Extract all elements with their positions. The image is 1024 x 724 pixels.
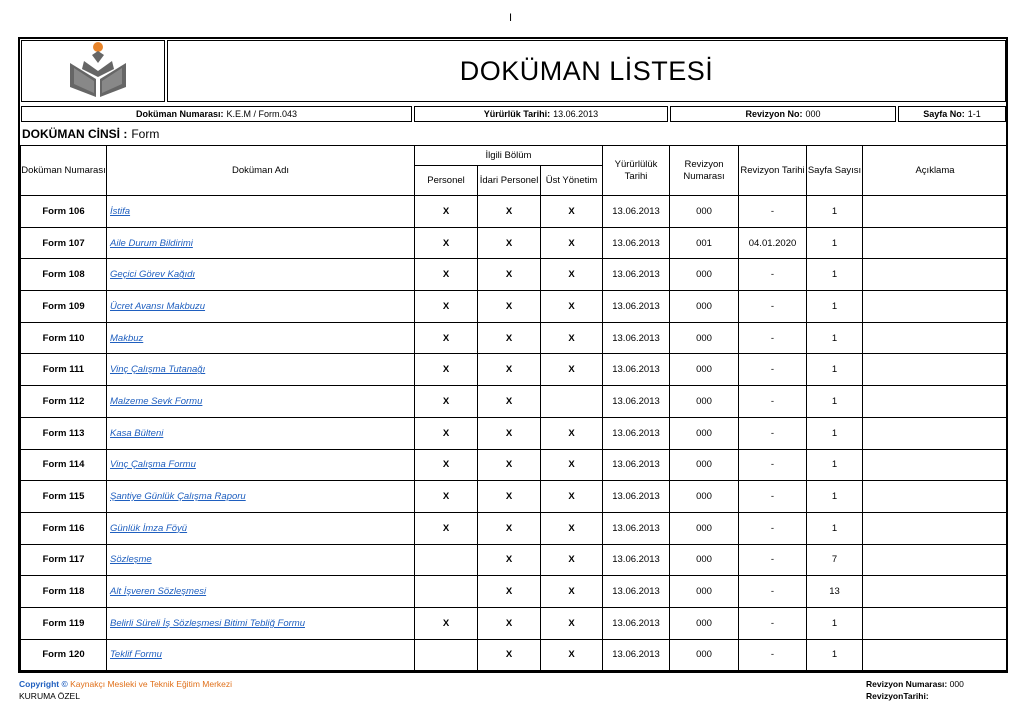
table-row	[21, 417, 1008, 449]
header-department-group: İlgili Bölüm	[415, 146, 603, 166]
row-page-count: 1	[807, 322, 863, 354]
row-doc-number: Form 118	[21, 576, 107, 608]
row-effective-date: 13.06.2013	[603, 639, 670, 671]
row-effective-date: 13.06.2013	[603, 291, 670, 323]
row-revision-number: 000	[670, 291, 739, 323]
row-doc-name	[107, 607, 415, 639]
header-effective-date: Yürürlülük Tarihi	[603, 146, 670, 196]
row-revision-number: 001	[670, 227, 739, 259]
row-remarks	[863, 322, 1008, 354]
institution-logo	[22, 41, 164, 101]
row-page-count: 1	[807, 512, 863, 544]
header-revision-date: Revizyon Tarihi	[739, 146, 807, 196]
row-admin-personnel: X	[478, 576, 541, 608]
logo-box	[21, 40, 165, 102]
row-admin-personnel: X	[478, 607, 541, 639]
row-revision-number: 000	[670, 607, 739, 639]
row-remarks	[863, 227, 1008, 259]
meta-page-no: Sayfa No: 1-1	[898, 106, 1006, 122]
row-remarks	[863, 417, 1008, 449]
table-row	[21, 544, 1008, 576]
row-revision-number: 000	[670, 354, 739, 386]
row-doc-name	[107, 259, 415, 291]
document-list-table	[20, 145, 1008, 671]
row-effective-date: 13.06.2013	[603, 386, 670, 418]
row-revision-number: 000	[670, 322, 739, 354]
footer-organization: Kaynakçı Mesleki ve Teknik Eğitim Merkezi	[70, 679, 233, 689]
row-effective-date: 13.06.2013	[603, 607, 670, 639]
header-remarks: Açıklama	[863, 146, 1008, 196]
row-revision-date: -	[739, 481, 807, 513]
meta-effective-date: Yürürlük Tarihi: 13.06.2013	[414, 106, 668, 122]
header-doc-number: Doküman Numarası	[21, 146, 107, 196]
row-effective-date: 13.06.2013	[603, 449, 670, 481]
row-top-management: X	[541, 449, 603, 481]
row-revision-number: 000	[670, 386, 739, 418]
row-page-count: 13	[807, 576, 863, 608]
row-revision-number: 000	[670, 576, 739, 608]
row-remarks	[863, 512, 1008, 544]
row-revision-number: 000	[670, 449, 739, 481]
row-revision-number: 000	[670, 417, 739, 449]
row-effective-date: 13.06.2013	[603, 227, 670, 259]
doc-link[interactable]: Vinç Çalışma Formu	[110, 459, 196, 471]
row-page-count: 1	[807, 417, 863, 449]
row-admin-personnel: X	[478, 386, 541, 418]
footer-revision-number: Revizyon Numarası: 000	[866, 679, 964, 689]
row-doc-number: Form 116	[21, 512, 107, 544]
row-effective-date: 13.06.2013	[603, 576, 670, 608]
row-admin-personnel: X	[478, 227, 541, 259]
row-doc-number: Form 113	[21, 417, 107, 449]
row-doc-name	[107, 417, 415, 449]
row-doc-number: Form 107	[21, 227, 107, 259]
doc-link[interactable]: Makbuz	[110, 332, 144, 344]
row-doc-name	[107, 449, 415, 481]
table-row	[21, 607, 1008, 639]
row-revision-date: -	[739, 354, 807, 386]
row-remarks	[863, 639, 1008, 671]
row-effective-date: 13.06.2013	[603, 417, 670, 449]
row-revision-date: -	[739, 544, 807, 576]
row-remarks	[863, 196, 1008, 228]
footer-classification: KURUMA ÖZEL	[19, 691, 80, 701]
document-type	[22, 127, 159, 141]
row-page-count: 1	[807, 639, 863, 671]
row-admin-personnel: X	[478, 417, 541, 449]
row-doc-number: Form 117	[21, 544, 107, 576]
row-revision-date: -	[739, 259, 807, 291]
doc-link[interactable]: Kasa Bülteni	[110, 427, 164, 439]
row-top-management: X	[541, 196, 603, 228]
row-doc-number: Form 106	[21, 196, 107, 228]
row-doc-number: Form 108	[21, 259, 107, 291]
row-personnel: X	[415, 449, 478, 481]
doc-link[interactable]: Malzeme Sevk Formu	[110, 395, 203, 407]
row-page-count: 1	[807, 607, 863, 639]
row-doc-number: Form 110	[21, 322, 107, 354]
header-top-management: Üst Yönetim	[541, 166, 603, 196]
row-page-count: 1	[807, 259, 863, 291]
row-doc-number: Form 119	[21, 607, 107, 639]
row-personnel: X	[415, 259, 478, 291]
row-revision-number: 000	[670, 196, 739, 228]
row-top-management: X	[541, 227, 603, 259]
row-doc-number: Form 115	[21, 481, 107, 513]
header-admin-personnel: İdari Personel	[478, 166, 541, 196]
row-revision-number: 000	[670, 544, 739, 576]
row-personnel: X	[415, 607, 478, 639]
row-personnel: X	[415, 196, 478, 228]
row-remarks	[863, 544, 1008, 576]
table-row	[21, 354, 1008, 386]
row-admin-personnel: X	[478, 259, 541, 291]
row-top-management: X	[541, 481, 603, 513]
table-row	[21, 449, 1008, 481]
row-remarks	[863, 354, 1008, 386]
row-doc-number: Form 114	[21, 449, 107, 481]
header-personnel: Personel	[415, 166, 478, 196]
doc-link[interactable]: Alt İşveren Sözleşmesi	[110, 586, 207, 598]
row-revision-date: -	[739, 417, 807, 449]
row-remarks	[863, 259, 1008, 291]
table-body	[21, 196, 1008, 671]
doc-link[interactable]: Aile Durum Bildirimi	[110, 237, 193, 249]
row-doc-number: Form 120	[21, 639, 107, 671]
header-doc-name: Doküman Adı	[107, 146, 415, 196]
row-personnel	[415, 639, 478, 671]
table-row	[21, 291, 1008, 323]
row-revision-date: -	[739, 607, 807, 639]
row-remarks	[863, 481, 1008, 513]
table-row	[21, 322, 1008, 354]
row-doc-name	[107, 512, 415, 544]
row-effective-date: 13.06.2013	[603, 512, 670, 544]
row-doc-name	[107, 322, 415, 354]
row-top-management: X	[541, 354, 603, 386]
header-page-count: Sayfa Sayısı	[807, 146, 863, 196]
row-revision-number: 000	[670, 639, 739, 671]
page-marker: I	[509, 12, 513, 24]
row-revision-date: -	[739, 322, 807, 354]
row-personnel: X	[415, 227, 478, 259]
row-doc-name	[107, 576, 415, 608]
table-row	[21, 512, 1008, 544]
row-doc-name	[107, 354, 415, 386]
row-top-management: X	[541, 607, 603, 639]
row-doc-number: Form 111	[21, 354, 107, 386]
row-remarks	[863, 607, 1008, 639]
doc-link[interactable]: Günlük İmza Föyü	[110, 522, 188, 534]
row-personnel	[415, 576, 478, 608]
row-admin-personnel: X	[478, 291, 541, 323]
row-page-count: 1	[807, 291, 863, 323]
document-type-label: DOKÜMAN CİNSİ :	[22, 127, 128, 141]
row-page-count: 1	[807, 481, 863, 513]
row-effective-date: 13.06.2013	[603, 481, 670, 513]
table-row	[21, 481, 1008, 513]
row-top-management: X	[541, 576, 603, 608]
row-page-count: 1	[807, 386, 863, 418]
row-doc-number: Form 112	[21, 386, 107, 418]
doc-link[interactable]: Vinç Çalışma Tutanağı	[110, 364, 206, 376]
row-effective-date: 13.06.2013	[603, 259, 670, 291]
doc-link[interactable]: Teklif Formu	[110, 649, 162, 661]
row-top-management	[541, 386, 603, 418]
row-page-count: 1	[807, 196, 863, 228]
table-row	[21, 227, 1008, 259]
row-revision-date: -	[739, 291, 807, 323]
row-doc-number: Form 109	[21, 291, 107, 323]
row-admin-personnel: X	[478, 512, 541, 544]
header-revision-number: Revizyon Numarası	[670, 146, 739, 196]
row-remarks	[863, 386, 1008, 418]
doc-link[interactable]: Belirli Süreli İş Sözleşmesi Bitimi Tebliğ Formu	[110, 617, 305, 629]
row-admin-personnel: X	[478, 544, 541, 576]
row-revision-date: -	[739, 449, 807, 481]
row-doc-name	[107, 386, 415, 418]
meta-doc-number: Doküman Numarası: K.E.M / Form.043	[21, 106, 412, 122]
row-personnel	[415, 544, 478, 576]
row-personnel: X	[415, 512, 478, 544]
document-type-value: Form	[131, 127, 160, 141]
row-top-management: X	[541, 259, 603, 291]
row-admin-personnel: X	[478, 449, 541, 481]
row-doc-name	[107, 196, 415, 228]
row-revision-number: 000	[670, 512, 739, 544]
row-admin-personnel: X	[478, 196, 541, 228]
doc-link[interactable]: Geçici Görev Kağıdı	[110, 269, 196, 281]
row-revision-number: 000	[670, 259, 739, 291]
row-page-count: 7	[807, 544, 863, 576]
table-row	[21, 639, 1008, 671]
row-top-management: X	[541, 512, 603, 544]
row-personnel: X	[415, 291, 478, 323]
row-revision-date: 04.01.2020	[739, 227, 807, 259]
row-top-management: X	[541, 544, 603, 576]
doc-link[interactable]: Ücret Avansı Makbuzu	[110, 300, 206, 312]
row-doc-name	[107, 639, 415, 671]
row-effective-date: 13.06.2013	[603, 354, 670, 386]
row-revision-date: -	[739, 386, 807, 418]
row-admin-personnel: X	[478, 481, 541, 513]
row-doc-name	[107, 544, 415, 576]
table-row	[21, 196, 1008, 228]
doc-link[interactable]: İstifa	[110, 205, 131, 217]
row-admin-personnel: X	[478, 639, 541, 671]
row-personnel: X	[415, 417, 478, 449]
row-effective-date: 13.06.2013	[603, 196, 670, 228]
row-doc-name	[107, 227, 415, 259]
row-revision-date: -	[739, 196, 807, 228]
row-remarks	[863, 291, 1008, 323]
row-doc-name	[107, 291, 415, 323]
row-top-management: X	[541, 639, 603, 671]
doc-link[interactable]: Sözleşme	[110, 554, 152, 566]
row-revision-number: 000	[670, 481, 739, 513]
row-page-count: 1	[807, 449, 863, 481]
table-row	[21, 259, 1008, 291]
row-page-count: 1	[807, 227, 863, 259]
row-effective-date: 13.06.2013	[603, 322, 670, 354]
document-header	[21, 40, 1006, 102]
row-doc-name	[107, 481, 415, 513]
row-top-management: X	[541, 417, 603, 449]
row-top-management: X	[541, 291, 603, 323]
table-row	[21, 386, 1008, 418]
footer-copyright: Copyright © Kaynakçı Mesleki ve Teknik Eğitim Merkezi	[19, 679, 233, 689]
footer-revision-date: RevizyonTarihi:	[866, 691, 929, 701]
row-revision-date: -	[739, 639, 807, 671]
doc-link[interactable]: Şantiye Günlük Çalışma Raporu	[110, 491, 246, 503]
row-revision-date: -	[739, 576, 807, 608]
row-remarks	[863, 449, 1008, 481]
row-admin-personnel: X	[478, 354, 541, 386]
row-effective-date: 13.06.2013	[603, 544, 670, 576]
row-top-management: X	[541, 322, 603, 354]
row-admin-personnel: X	[478, 322, 541, 354]
page-title: DOKÜMAN LİSTESİ	[167, 40, 1006, 102]
row-personnel: X	[415, 386, 478, 418]
row-remarks	[863, 576, 1008, 608]
meta-revision-no: Revizyon No: 000	[670, 106, 896, 122]
row-revision-date: -	[739, 512, 807, 544]
table-row	[21, 576, 1008, 608]
row-page-count: 1	[807, 354, 863, 386]
row-personnel: X	[415, 481, 478, 513]
row-personnel: X	[415, 322, 478, 354]
row-personnel: X	[415, 354, 478, 386]
